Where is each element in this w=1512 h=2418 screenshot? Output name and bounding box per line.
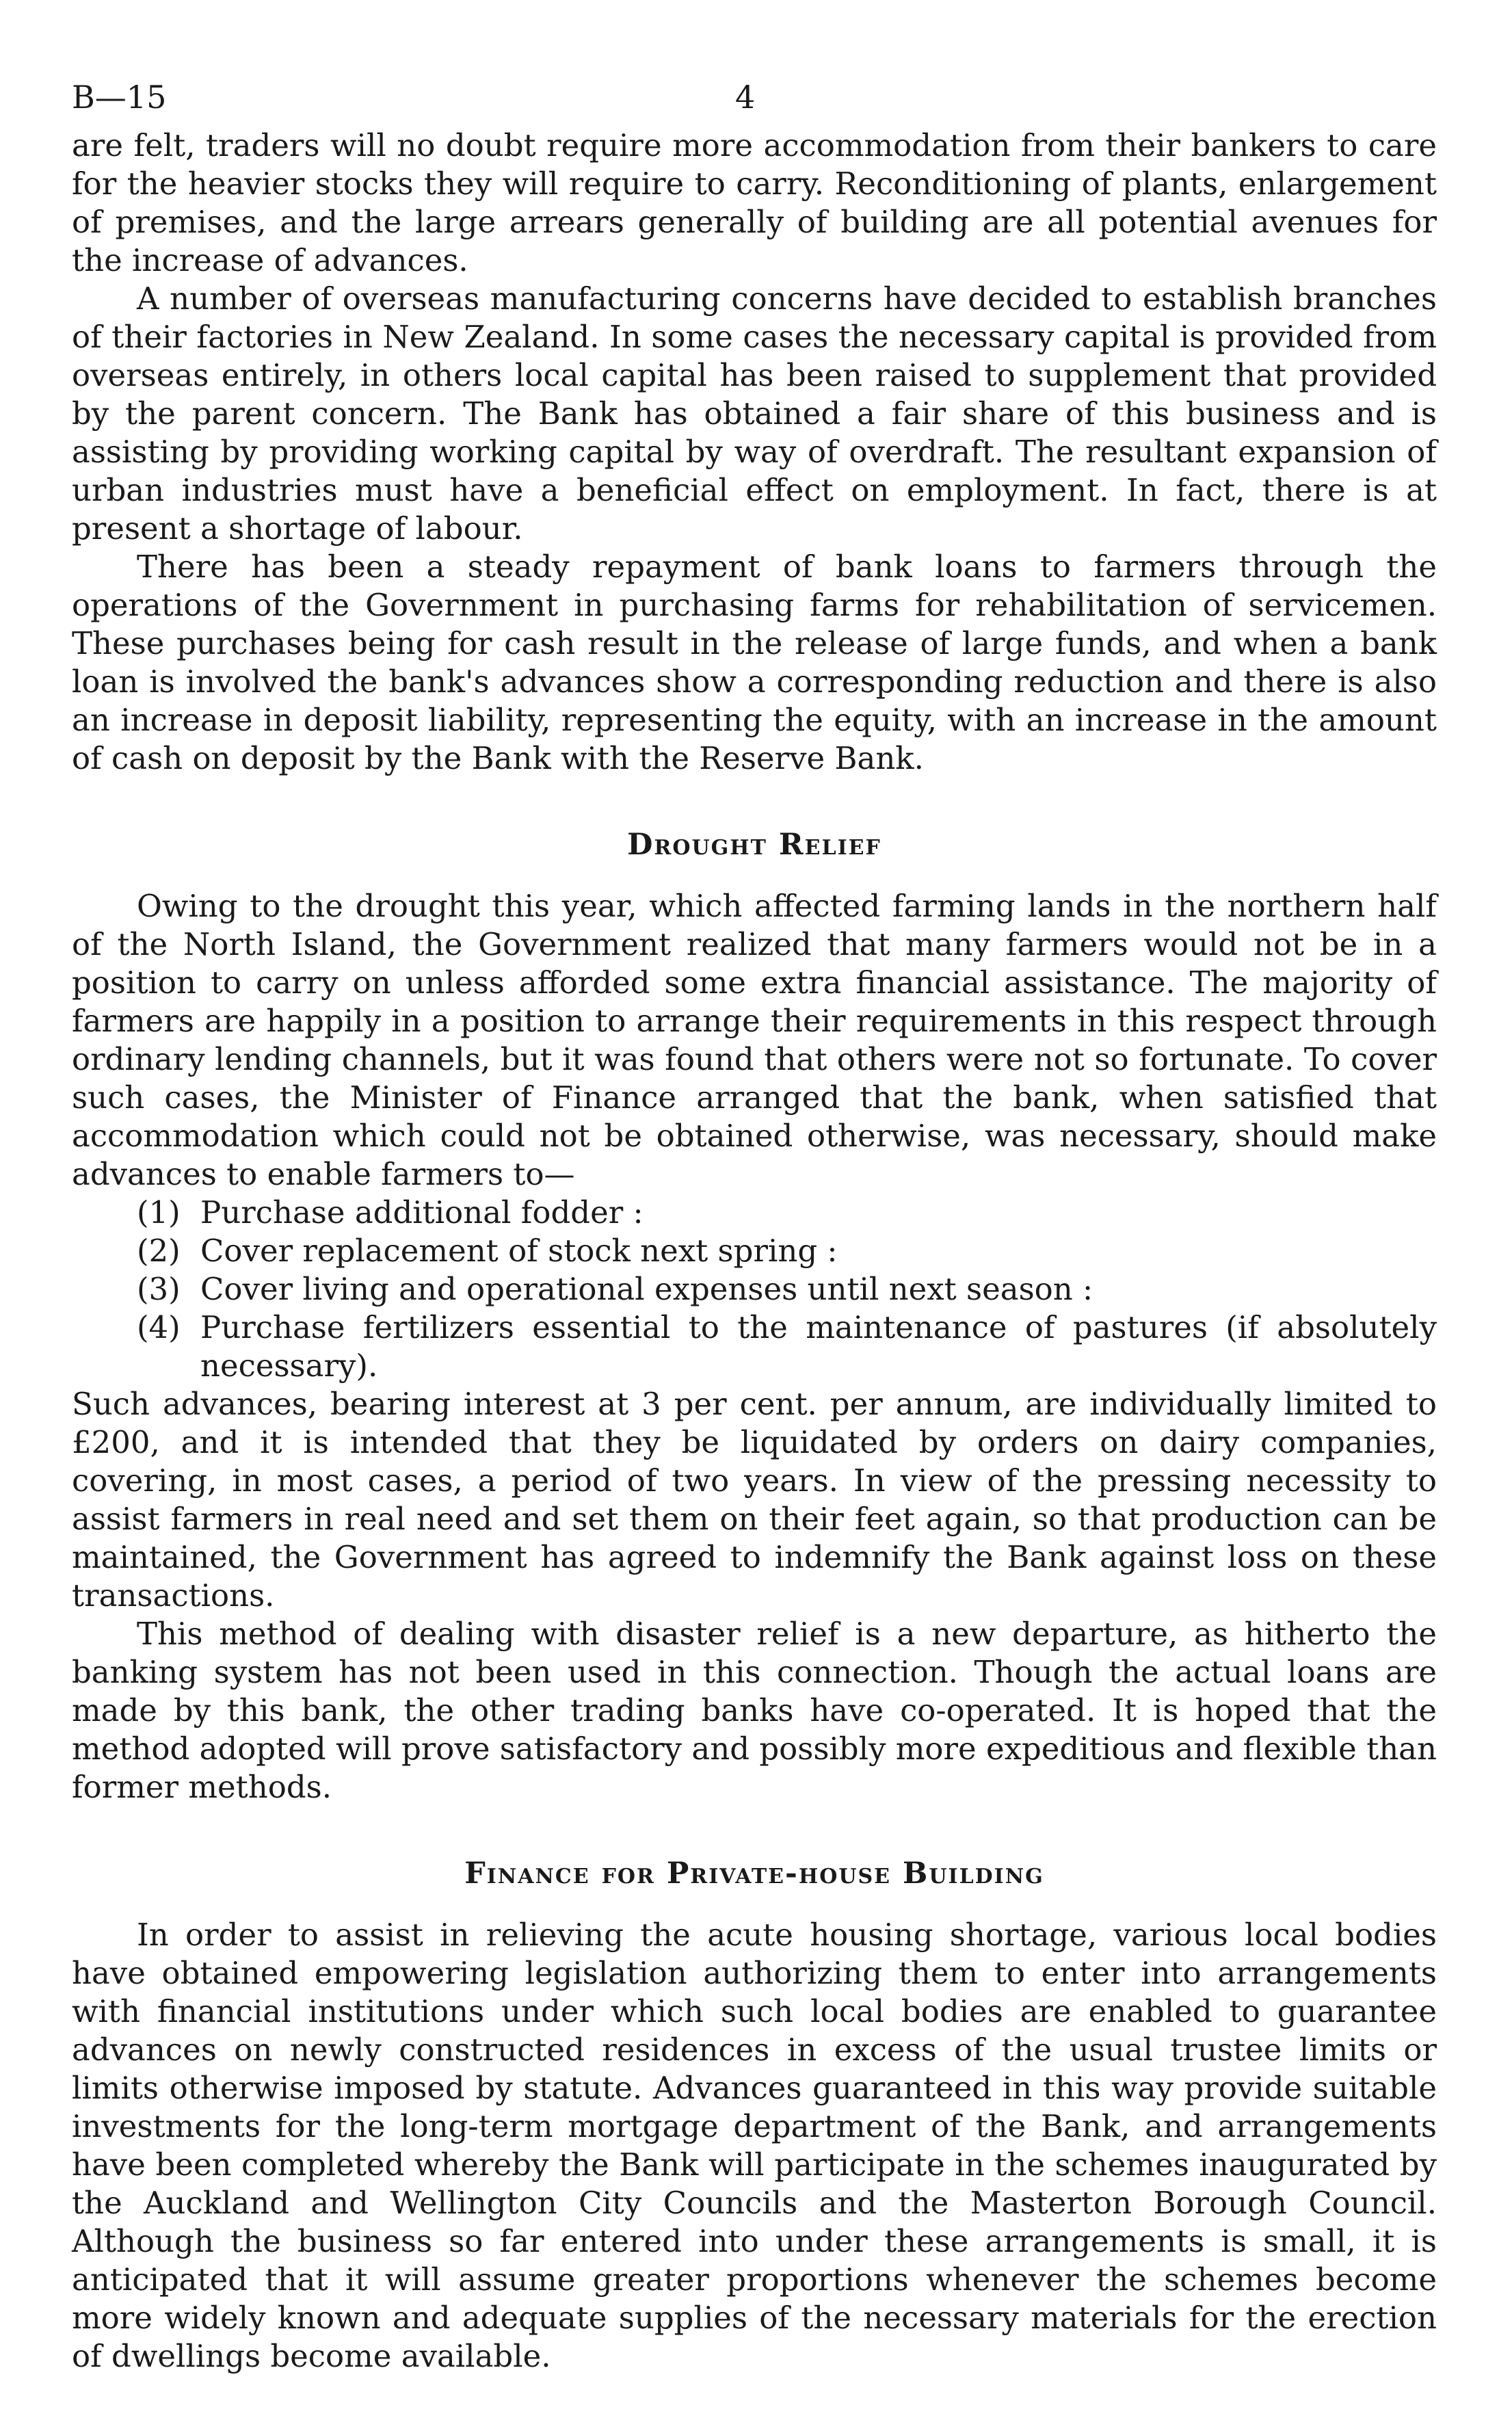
paragraph-housing-finance: In order to assist in relieving the acute housing shortage, various local bodies have obtained empowering legislation authorizing them to enter into arrangements with financial institutions under which such local bodies are enabled to guarantee advances on newly constructed residences in excess of the usual trustee limits or limits otherwise imposed by statute. Advances guaranteed in this way provide suitable investments for the long-term mortgage department of the Bank, and arrangements have been completed whereby the Bank will participate in the schemes inaugurated by the Auckland and Wellington City Councils and the Masterton Borough Council. Although the business so far entered into under these arrangements is small, it is anticipated that it will assume greater proportions whenever the schemes become more widely known and adequate supplies of the necessary materials for the erection of dwellings become available. — [72, 1917, 1437, 2374]
list-item-text: Purchase additional fodder : — [200, 1194, 644, 1231]
paragraph-advance-terms: Such advances, bearing interest at 3 per cent. per annum, are individually limited to £200, and it is intended that they be liquidated by orders on dairy companies, covering, in most cases, a period of two years. In view of the pressing necessity to assist farmers in real need and set them on their feet again, so that production can be maintained, the Government has agreed to indemnify the Bank against loss on these transactions. — [72, 1386, 1437, 1614]
list-item-number: (3) — [137, 1271, 181, 1307]
list-item — [72, 1270, 1437, 1309]
list-item-text: Cover living and operational expenses until next season : — [200, 1271, 1093, 1307]
list-item-number: (2) — [137, 1233, 181, 1269]
page-number: 4 — [735, 79, 756, 116]
page-header — [72, 79, 1437, 127]
list-item — [72, 1309, 1437, 1385]
list-item-number: (4) — [137, 1309, 181, 1345]
drought-advances-list — [72, 1194, 1437, 1385]
document-reference: B—15 — [72, 79, 167, 116]
section-heading-private-house-finance: Finance for Private-house Building — [464, 1856, 1044, 1891]
list-item-number: (1) — [137, 1194, 181, 1231]
paragraph-overseas-manufacturing: A number of overseas manufacturing concerns have decided to establish branches of their factories in New Zealand. In some cases the necessary capital is provided from overseas entirely, in others local capital has been raised to supplement that provided by the parent concern. The Bank has obtained a fair share of this business and is assisting by providing working capital by way of overdraft. The resultant expansion of urban industries must have a beneficial effect on employment. In fact, there is at present a shortage of labour. — [72, 280, 1437, 547]
paragraph-continuation: are felt, traders will no doubt require more accommodation from their bankers to care for the heavier stocks they will require to carry. Reconditioning of plants, enlargement of premises, and the large arrears generally of building are all potential avenues for the increase of advances. — [72, 127, 1437, 278]
section-heading-drought-relief: Drought Relief — [627, 828, 881, 862]
list-item-text: Cover replacement of stock next spring : — [200, 1233, 838, 1269]
paragraph-disaster-relief-method: This method of dealing with disaster relief is a new departure, as hitherto the banking system has not been used in this connection. Though the actual loans are made by this bank, the other trading banks have co-operated. It is hoped that the method adopted will prove satisfactory and possibly more expeditious and flexible than former methods. — [72, 1616, 1437, 1805]
list-item — [72, 1232, 1437, 1270]
paragraph-drought-intro: Owing to the drought this year, which affected farming lands in the northern half of the North Island, the Government realized that many farmers would not be in a position to carry on unless afforded some extra financial assistance. The majority of farmers are happily in a position to arrange their requirements in this respect through ordinary lending channels, but it was found that others were not so fortunate. To cover such cases, the Minister of Finance arranged that the bank, when satisfied that accommodation which could not be obtained otherwise, was necessary, should make advances to enable farmers to— — [72, 888, 1437, 1192]
list-item — [72, 1194, 1437, 1232]
list-item-text: Purchase fertilizers essential to the maintenance of pastures (if absolutely necessary). — [200, 1309, 1437, 1384]
paragraph-loan-repayment: There has been a steady repayment of bank loans to farmers through the operations of the Government in purchasing farms for rehabilitation of servicemen. These purchases being for cash result in the release of large funds, and when a bank loan is involved the bank's advances show a corresponding reduction and there is also an increase in deposit liability, representing the equity, with an increase in the amount of cash on deposit by the Bank with the Reserve Bank. — [72, 549, 1437, 776]
